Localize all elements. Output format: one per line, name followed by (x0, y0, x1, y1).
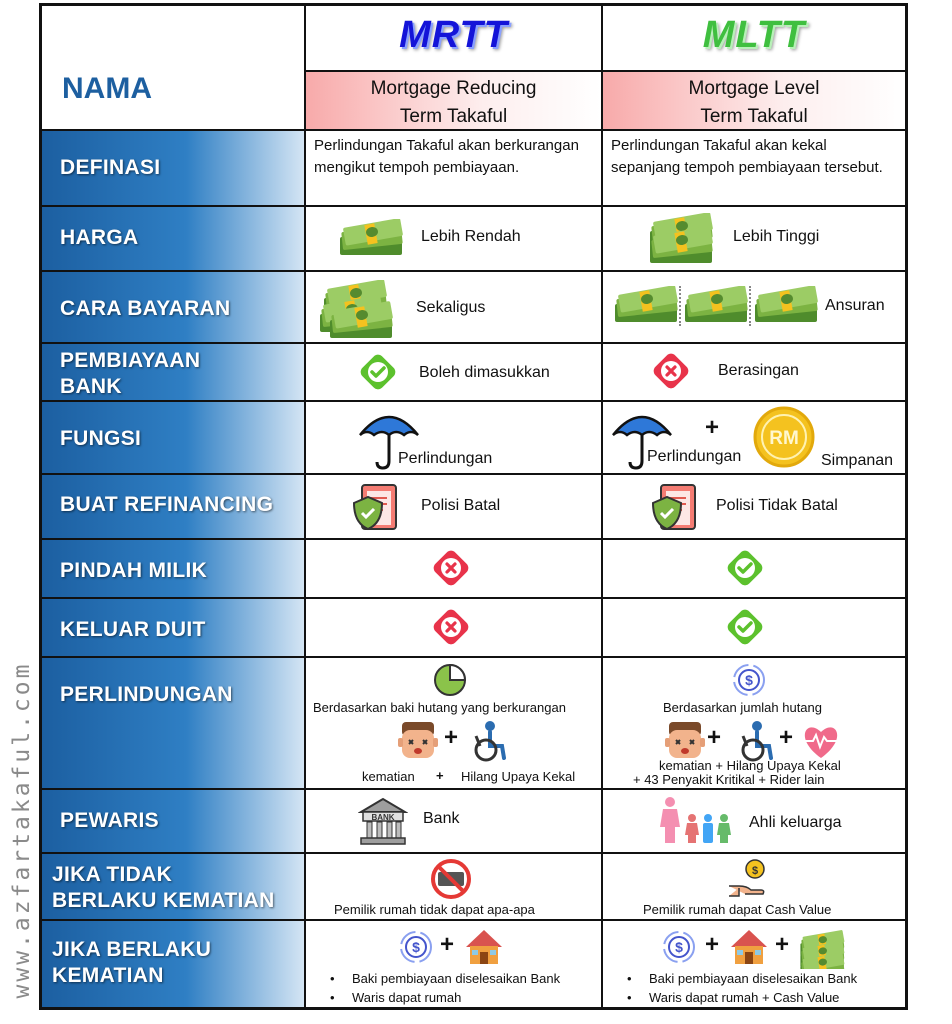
row-label: PINDAH MILIK (42, 540, 306, 597)
mrtt-buat-refinancing: Polisi Batal (421, 497, 501, 514)
plus-sign: + (444, 724, 459, 751)
family-icon (658, 796, 738, 846)
nama-title: NAMA (62, 72, 152, 105)
policy-shield-icon (651, 483, 699, 533)
row-buat-refinancing (42, 475, 905, 540)
row-perlindungan (42, 658, 905, 790)
row-pindah-milik (42, 540, 905, 599)
row-label: JIKA BERLAKU KEMATIAN (42, 921, 306, 1007)
svg-text:$: $ (751, 865, 759, 877)
check-icon (358, 352, 398, 392)
money-stack-icon (648, 213, 716, 265)
mltt-subtitle: Mortgage Level Term Takaful (603, 70, 905, 129)
mltt-buat-refinancing: Polisi Tidak Batal (716, 497, 838, 514)
mrtt-perlindungan-desc: Berdasarkan baki hutang yang berkurangan (313, 700, 566, 715)
mrtt-harga: Lebih Rendah (421, 228, 521, 245)
mrtt-jika-berlaku-bullet-2: • Waris dapat rumah (352, 990, 461, 1005)
mrtt-pewaris: Bank (423, 810, 460, 827)
plus-sign: + (440, 931, 455, 958)
cross-icon (651, 351, 691, 391)
heart-pulse-icon (801, 722, 843, 760)
row-label: FUNGSI (42, 402, 306, 473)
mrtt-jika-berlaku-bullet-1: • Baki pembiayaan diselesaikan Bank (352, 971, 560, 986)
watermark: www.azfartakaful.com (9, 661, 35, 999)
house-icon (729, 927, 769, 967)
row-fungsi (42, 402, 905, 475)
row-label: JIKA TIDAK BERLAKU KEMATIAN (42, 854, 306, 919)
mltt-fungsi-perlindungan: Perlindungan (647, 448, 742, 465)
check-icon (725, 548, 765, 588)
dollar-cycle-icon (661, 929, 697, 965)
header-row (42, 6, 905, 131)
row-label: PEMBIAYAAN BANK (42, 344, 306, 400)
row-label: DEFINASI (42, 131, 306, 205)
row-harga (42, 207, 905, 272)
mltt-harga: Lebih Tinggi (733, 228, 820, 245)
header-nama-cell (42, 6, 306, 129)
money-stack-icon (753, 286, 819, 328)
mltt-jika-berlaku-bullet-2: • Waris dapat rumah + Cash Value (649, 990, 839, 1005)
row-pewaris (42, 790, 905, 854)
plus-sign: + (775, 931, 790, 958)
wheelchair-icon (468, 720, 508, 762)
row-jika-tidak-berlaku-kematian (42, 854, 905, 921)
mrtt-jika-tidak: Pemilik rumah tidak dapat apa-apa (334, 902, 535, 917)
row-label: HARGA (42, 207, 306, 270)
money-stack-icon (683, 286, 749, 328)
svg-text:BANK: BANK (371, 813, 395, 822)
cross-icon (431, 607, 471, 647)
mltt-title: MLTT (702, 14, 806, 56)
hand-coin-icon (727, 858, 769, 898)
row-pembiayaan-bank (42, 344, 905, 402)
row-definasi (42, 131, 905, 207)
pie-chart-icon (432, 662, 468, 698)
money-stack-icon (316, 280, 398, 340)
mltt-jika-tidak: Pemilik rumah dapat Cash Value (643, 902, 832, 917)
house-icon (464, 927, 504, 967)
cross-icon (431, 548, 471, 588)
wheelchair-icon (735, 720, 775, 762)
comparison-table (39, 3, 908, 1010)
check-icon (725, 607, 765, 647)
mltt-perlindungan-desc: Berdasarkan jumlah hutang (663, 700, 822, 715)
rm-coin-icon (753, 406, 815, 468)
header-mrtt-cell (306, 6, 603, 129)
row-label: CARA BAYARAN (42, 272, 306, 342)
face-icon (398, 720, 438, 760)
header-mltt-cell (603, 6, 905, 129)
row-label: PEWARIS (42, 790, 306, 852)
mrtt-title: MRTT (399, 14, 508, 56)
mltt-jika-berlaku-bullet-1: • Baki pembiayaan diselesaikan Bank (649, 971, 857, 986)
row-jika-berlaku-kematian (42, 921, 905, 1007)
mrtt-cara-bayaran: Sekaligus (416, 299, 486, 316)
row-cara-bayaran (42, 272, 905, 344)
mrtt-subtitle: Mortgage Reducing Term Takaful (306, 70, 601, 129)
row-label: BUAT REFINANCING (42, 475, 306, 538)
row-label: PERLINDUNGAN (42, 658, 306, 788)
plus-sign: + (707, 724, 722, 751)
dollar-cycle-icon (731, 662, 767, 698)
mltt-pewaris: Ahli keluarga (749, 814, 842, 831)
plus-sign: + (705, 414, 720, 441)
row-keluar-duit (42, 599, 905, 658)
face-icon (665, 720, 705, 760)
mrtt-perlindungan-kematian: kematian (362, 769, 415, 784)
money-stack-icon (338, 219, 406, 259)
mltt-definasi: Perlindungan Takaful akan kekal sepanjang tempoh pembiayaan tersebut. (611, 137, 883, 176)
mrtt-perlindungan-hilang-upaya: Hilang Upaya Kekal (461, 769, 576, 784)
money-stack-icon (613, 286, 679, 328)
mrtt-fungsi: Perlindungan (398, 450, 493, 467)
money-stack-icon (799, 925, 849, 969)
no-money-icon (430, 858, 472, 900)
mltt-perlindungan-line1: kematian + Hilang Upaya Kekal (659, 758, 841, 773)
mltt-cara-bayaran: Ansuran (825, 297, 885, 314)
mrtt-definasi: Perlindungan Takaful akan berkurangan mengikut tempoh pembiayaan. (314, 137, 579, 176)
dollar-cycle-icon (398, 929, 434, 965)
mltt-perlindungan-line2: + 43 Penyakit Kritikal + Rider lain (633, 772, 825, 787)
bank-icon (358, 796, 408, 846)
policy-shield-icon (352, 483, 400, 533)
svg-text:RM: RM (769, 428, 799, 449)
plus-sign: + (436, 768, 444, 783)
plus-sign: + (705, 931, 720, 958)
mltt-pembiayaan-bank: Berasingan (718, 362, 799, 379)
mrtt-pembiayaan-bank: Boleh dimasukkan (419, 364, 550, 381)
row-label: KELUAR DUIT (42, 599, 306, 656)
mltt-fungsi-simpanan: Simpanan (821, 452, 894, 469)
plus-sign: + (779, 724, 794, 751)
